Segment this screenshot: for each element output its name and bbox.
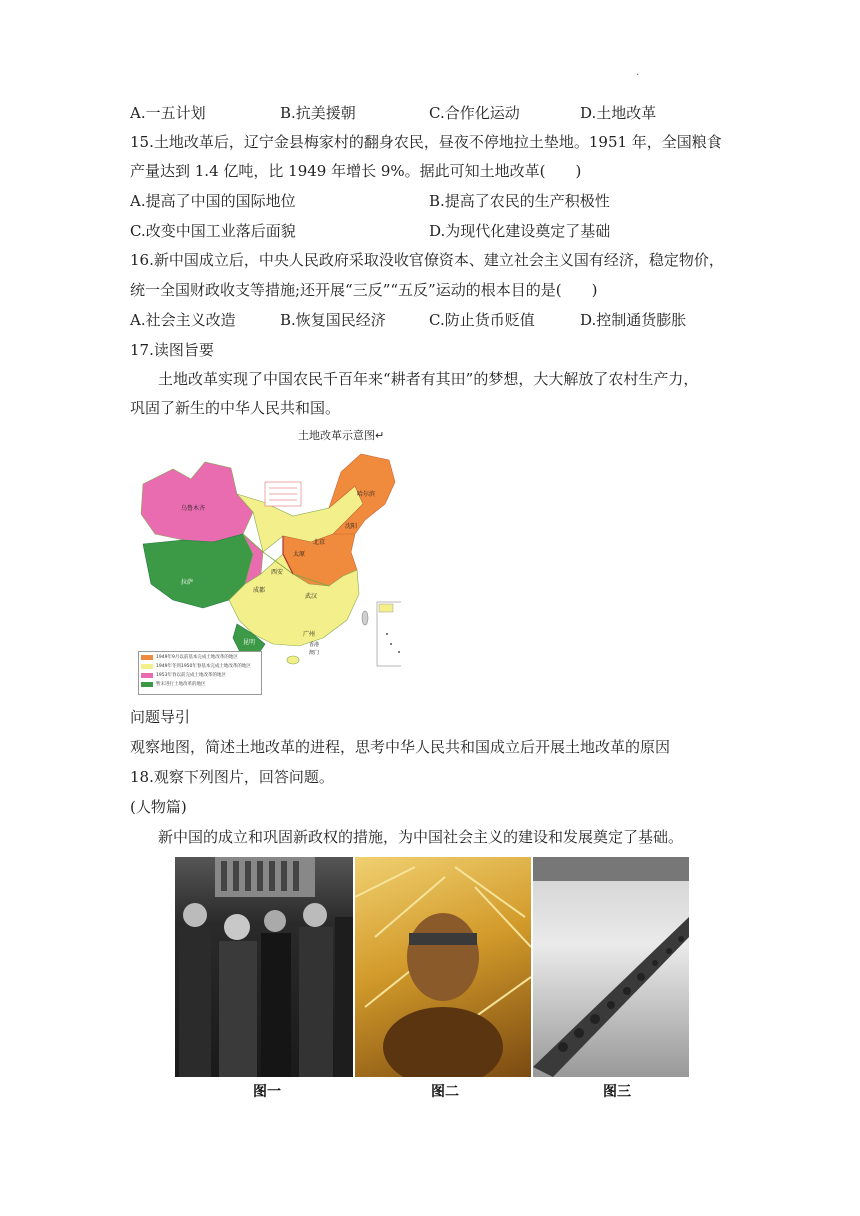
q15-option-b: B.提高了农民的生产积极性 — [429, 192, 610, 210]
q14-option-d: D.土地改革 — [580, 104, 657, 122]
q16-option-c: C.防止货币贬值 — [429, 311, 535, 329]
q15-option-d: D.为现代化建设奠定了基础 — [429, 222, 611, 240]
q17-guide-text: 观察地图，简述土地改革的进程，思考中华人民共和国成立后开展土地改革的原因 — [130, 738, 671, 756]
historical-photos — [175, 857, 689, 1100]
q18-heading: 18.观察下列图片，回答问题。 — [130, 768, 334, 786]
q16-option-d: D.控制通货膨胀 — [580, 311, 687, 329]
q17-paragraph-line2: 巩固了新生的中华人民共和国。 — [130, 399, 341, 417]
legend-text: 1949年冬到1950年春基本完成土地改革的地区 — [156, 664, 251, 669]
photo-3 — [533, 857, 689, 1077]
map-label-taiyuan: 太原 — [293, 551, 306, 558]
q15-stem-line2: 产量达到 1.4 亿吨，比 1949 年增长 9%。据此可知土地改革( ) — [130, 162, 582, 180]
legend-item — [141, 671, 259, 679]
legend-text: 1949年9月以前基本完成土地改革的地区 — [156, 655, 238, 660]
q18-paragraph: 新中国的成立和巩固新政权的措施，为中国社会主义的建设和发展奠定了基础。 — [158, 828, 684, 846]
photo-1 — [175, 857, 353, 1077]
q17-guide-heading: 问题导引 — [130, 708, 191, 726]
photo-3-caption: 图三 — [603, 1084, 631, 1100]
photo-1-caption: 图一 — [253, 1084, 281, 1100]
legend-item — [141, 653, 259, 661]
map-label-urumqi: 乌鲁木齐 — [181, 505, 206, 512]
q15-option-c: C.改变中国工业落后面貌 — [130, 222, 296, 240]
map-label-harbin: 哈尔滨 — [357, 491, 376, 498]
q16-option-a: A.社会主义改造 — [130, 311, 236, 329]
map-label-chengdu: 成都 — [253, 587, 266, 594]
map-legend — [138, 651, 262, 695]
map-label-beijing: 北京 — [313, 539, 326, 546]
q15-option-a: A.提高了中国的国际地位 — [130, 192, 296, 210]
q18-subheading: (人物篇) — [130, 798, 187, 816]
legend-item — [141, 680, 259, 688]
map-label-shenyang: 沈阳 — [345, 523, 358, 530]
region-taiwan — [362, 611, 368, 625]
map-label-macao: 澳门 — [309, 650, 320, 656]
q16-stem-line1: 16.新中国成立后，中央人民政府采取没收官僚资本、建立社会主义国有经济，稳定物价， — [130, 251, 724, 269]
q17-heading: 17.读图旨要 — [130, 341, 214, 359]
legend-item — [141, 662, 259, 670]
photo-2-caption: 图二 — [431, 1084, 459, 1100]
legend-text: 1953年春以前完成土地改革的地区 — [156, 673, 226, 678]
q16-option-b: B.恢复国民经济 — [280, 311, 386, 329]
region-hainan — [287, 656, 299, 664]
map-label-wuhan: 武汉 — [305, 593, 318, 600]
photo-2 — [355, 857, 531, 1077]
q14-option-a: A.一五计划 — [130, 104, 206, 122]
map-title: 土地改革示意图↵ — [298, 429, 385, 442]
q14-option-b: B.抗美援朝 — [280, 104, 356, 122]
region-xinjiang — [141, 462, 253, 542]
map-label-guangzhou: 广州 — [303, 631, 316, 638]
map-label-xian: 西安 — [271, 569, 284, 576]
page-mark: · — [636, 70, 640, 81]
map-label-kunming: 昆明 — [243, 639, 256, 646]
map-label-hongkong: 香港 — [309, 642, 320, 648]
q14-option-c: C.合作化运动 — [429, 104, 520, 122]
q16-stem-line2: 统一全国财政收支等措施;还开展“三反”“五反”运动的根本目的是( ) — [130, 281, 598, 299]
q15-stem-line1: 15.土地改革后，辽宁金县梅家村的翻身农民，昼夜不停地拉土垫地。1951 年，全国粮食 — [130, 133, 722, 151]
legend-text: 暂未进行土地改革的地区 — [156, 682, 206, 687]
q17-paragraph-line1: 土地改革实现了中国农民千百年来“耕者有其田”的梦想，大大解放了农村生产力， — [158, 370, 699, 388]
map-label-lhasa: 拉萨 — [181, 579, 194, 586]
